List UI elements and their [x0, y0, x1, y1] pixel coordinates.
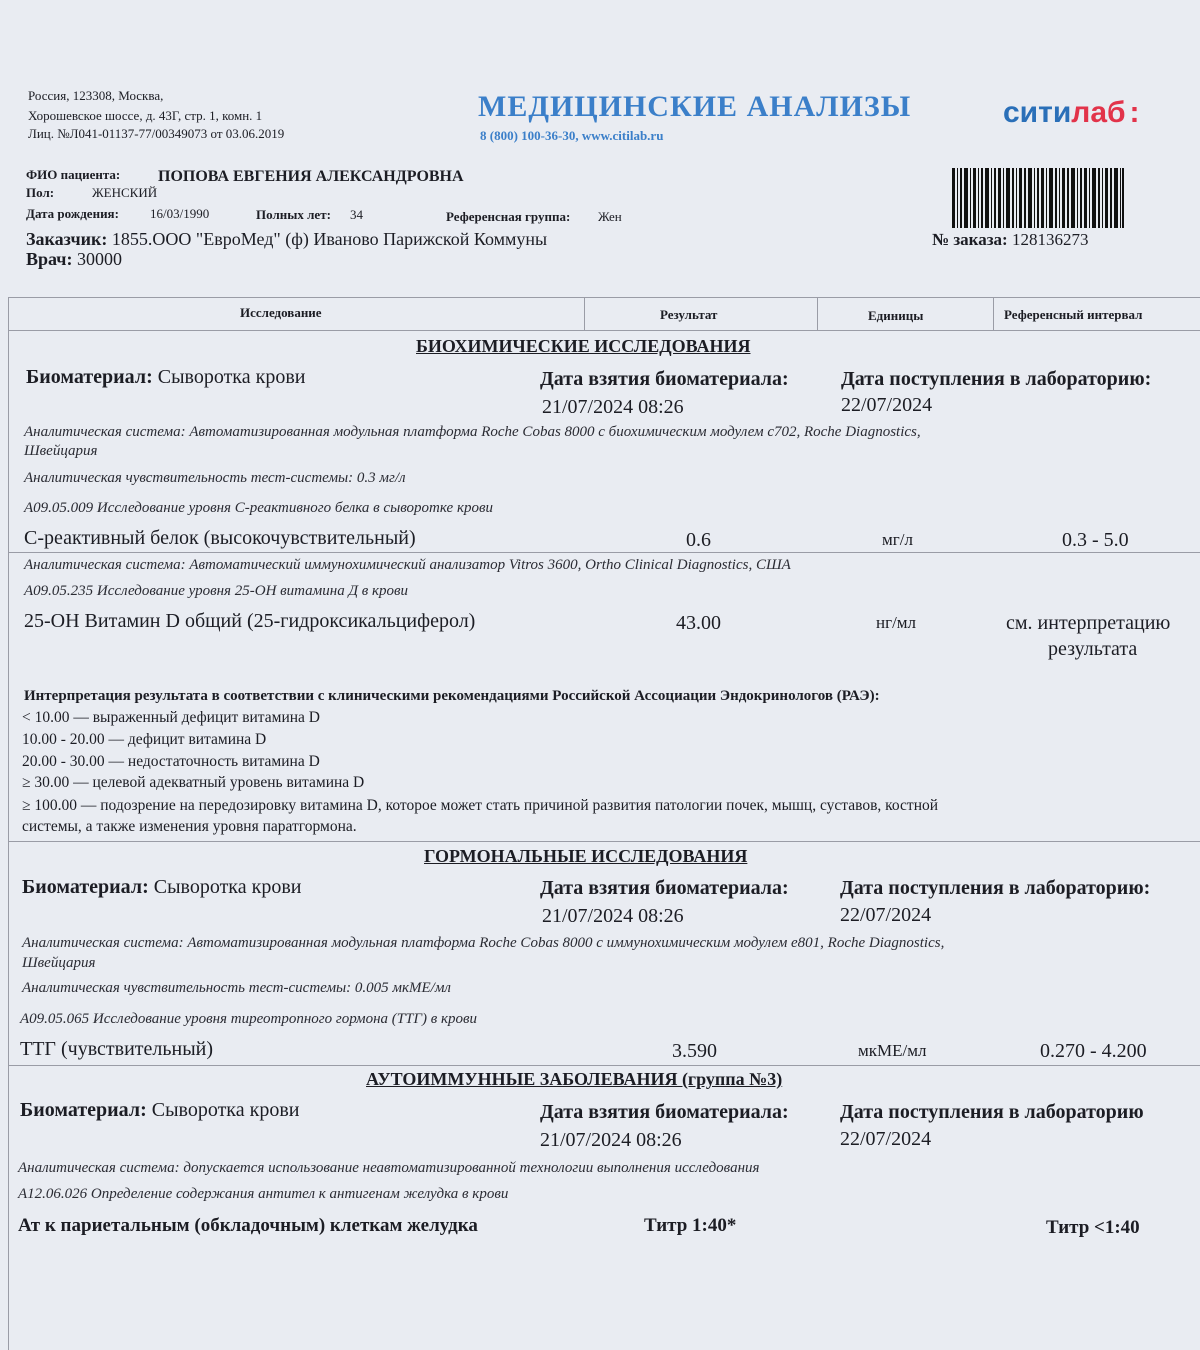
- table-col-divider-3: [993, 297, 994, 330]
- biochem-taken-label: Дата взятия биоматериала:: [540, 368, 789, 390]
- patient-name: ПОПОВА ЕВГЕНИЯ АЛЕКСАНДРОВНА: [158, 168, 464, 185]
- biomaterial-label: Биоматериал:: [20, 1099, 147, 1121]
- doctor-line: [26, 249, 122, 270]
- biochem-system1-line2: Швейцария: [24, 443, 98, 459]
- test-parietal-ref: Титр <1:40: [1046, 1217, 1140, 1238]
- biomaterial-label: Биоматериал:: [22, 876, 149, 898]
- test-tsh-ref: 0.270 - 4.200: [1040, 1040, 1147, 1062]
- autoimmune-received-label: Дата поступления в лабораторию: [840, 1101, 1144, 1123]
- test-vitd-units: нг/мл: [876, 613, 917, 632]
- logo-dot: :: [1129, 96, 1140, 129]
- test-vitd-ref-line2: результата: [1048, 638, 1138, 660]
- vitd-interp-1: < 10.00 — выраженный дефицит витамина D: [22, 709, 320, 726]
- biochem-system1-line1: Аналитическая система: Автоматизированная модульная платформа Roche Cobas 8000 с биохимическим модулем c702, Roche Diagnostics,: [24, 424, 921, 440]
- citilab-logo: [1003, 96, 1140, 130]
- lab-contact: 8 (800) 100-36-30, www.citilab.ru: [480, 128, 664, 143]
- hormone-taken-date: 21/07/2024 08:26: [542, 905, 684, 927]
- vitd-interp-3: 20.00 - 30.00 — недостаточность витамина D: [22, 753, 320, 770]
- customer-label: Заказчик:: [26, 229, 108, 249]
- biochem-received-date: 22/07/2024: [841, 394, 933, 416]
- hormone-system-line1: Аналитическая система: Автоматизированная модульная платформа Roche Cobas 8000 с иммунохимическим модулем e801, Roche Diagnostics,: [22, 935, 945, 951]
- hormone-system-line2: Швейцария: [22, 955, 96, 971]
- test-tsh-units: мкМЕ/мл: [858, 1041, 927, 1060]
- biomaterial-value: Сыворотка крови: [151, 1099, 300, 1121]
- order-line: [932, 230, 1088, 250]
- autoimmune-taken-date: 21/07/2024 08:26: [540, 1129, 682, 1151]
- autoimmune-biomaterial: [20, 1099, 299, 1122]
- barcode: [952, 168, 1124, 228]
- test-vitd-ref-line1: см. интерпретацию: [1006, 612, 1171, 634]
- hormone-received-date: 22/07/2024: [840, 904, 932, 926]
- doctor-label: Врач:: [26, 249, 73, 269]
- hormone-sensitivity: Аналитическая чувствительность тест-системы: 0.005 мкМЕ/мл: [22, 980, 451, 996]
- autoimmune-received-date: 22/07/2024: [840, 1128, 932, 1150]
- patient-refgroup-label: Референсная группа:: [446, 209, 571, 224]
- test-crp-result: 0.6: [686, 529, 711, 551]
- vitd-interp-6: системы, а также изменения уровня паратгормона.: [22, 818, 357, 835]
- vitd-interp-5: ≥ 100.00 — подозрение на передозировку витамина D, которое может стать причиной развития патологии почек, мышц, суставов, костной: [22, 797, 939, 814]
- logo-part1: сити: [1003, 96, 1072, 129]
- test-tsh-result: 3.590: [672, 1040, 717, 1062]
- biochem-sensitivity1: Аналитическая чувствительность тест-системы: 0.3 мг/л: [24, 470, 406, 486]
- logo-part2: лаб: [1071, 96, 1126, 129]
- divider-hormone-end: [8, 1065, 1200, 1066]
- patient-sex-label: Пол:: [26, 185, 55, 200]
- biochem-biomaterial: [26, 366, 305, 389]
- patient-dob-label: Дата рождения:: [26, 206, 119, 221]
- biochem-received-label: Дата поступления в лабораторию:: [841, 368, 1152, 390]
- biomaterial-value: Сыворотка крови: [157, 366, 306, 388]
- patient-dob: 16/03/1990: [150, 206, 210, 221]
- hormone-biomaterial: [22, 876, 301, 899]
- table-left-border: [8, 297, 9, 1350]
- order-label: № заказа:: [932, 230, 1008, 249]
- header-result: Результат: [660, 307, 718, 322]
- lab-license: Лиц. №Л041-01137-77/00349073 от 03.06.2019: [28, 126, 285, 141]
- divider-crp: [8, 552, 1200, 553]
- vitd-interpretation-title: Интерпретация результата в соответствии с клиническими рекомендациями Российской Ассоциации Эндокринологов (РАЭ):: [24, 688, 880, 704]
- lab-address-line1: Россия, 123308, Москва,: [28, 88, 164, 103]
- test-crp-name: С-реактивный белок (высокочувствительный): [24, 527, 416, 549]
- lab-address-line2: Хорошевское шоссе, д. 43Г, стр. 1, комн. 1: [28, 108, 263, 123]
- customer-line: [26, 229, 547, 250]
- autoimmune-code: A12.06.026 Определение содержания антител к антигенам желудка в крови: [18, 1186, 509, 1202]
- biochem-system2: Аналитическая система: Автоматический иммунохимический анализатор Vitros 3600, Ortho Clinical Diagnostics, США: [24, 557, 791, 573]
- patient-sex: ЖЕНСКИЙ: [92, 185, 158, 200]
- table-col-divider-2: [817, 297, 818, 330]
- hormone-received-label: Дата поступления в лабораторию:: [840, 877, 1151, 899]
- biochem-taken-date: 21/07/2024 08:26: [542, 396, 684, 418]
- lab-title: МЕДИЦИНСКИЕ АНАЛИЗЫ: [478, 90, 912, 123]
- test-parietal-result: Титр 1:40*: [644, 1215, 737, 1236]
- vitd-interp-2: 10.00 - 20.00 — дефицит витамина D: [22, 731, 267, 748]
- vitd-interp-4: ≥ 30.00 — целевой адекватный уровень витамина D: [22, 774, 365, 791]
- table-top-border: [8, 297, 1200, 298]
- table-col-divider-1: [584, 297, 585, 330]
- biomaterial-value: Сыворотка крови: [153, 876, 302, 898]
- section-title-hormone: ГОРМОНАЛЬНЫЕ ИССЛЕДОВАНИЯ: [424, 846, 748, 866]
- section-title-autoimmune: АУТОИММУННЫЕ ЗАБОЛЕВАНИЯ (группа №3): [366, 1069, 783, 1089]
- test-crp-units: мг/л: [882, 530, 913, 549]
- test-parietal-name: Ат к париетальным (обкладочным) клеткам желудка: [18, 1215, 478, 1236]
- hormone-taken-label: Дата взятия биоматериала:: [540, 877, 789, 899]
- autoimmune-system: Аналитическая система: допускается использование неавтоматизированной технологии выполнения исследования: [18, 1160, 760, 1176]
- hormone-code: A09.05.065 Исследование уровня тиреотропного гормона (ТТГ) в крови: [20, 1011, 478, 1027]
- header-units: Единицы: [868, 308, 924, 323]
- section-title-biochem: БИОХИМИЧЕСКИЕ ИССЛЕДОВАНИЯ: [416, 336, 751, 356]
- order-number: 128136273: [1011, 230, 1089, 249]
- patient-age-label: Полных лет:: [256, 207, 331, 222]
- test-crp-ref: 0.3 - 5.0: [1062, 529, 1129, 551]
- test-vitd-result: 43.00: [676, 612, 721, 634]
- patient-name-label: ФИО пациента:: [26, 167, 121, 182]
- biomaterial-label: Биоматериал:: [26, 366, 153, 388]
- patient-refgroup: Жен: [598, 209, 622, 224]
- test-vitd-name: 25-ОН Витамин D общий (25-гидроксикальциферол): [24, 610, 476, 632]
- divider-biochem-end: [8, 841, 1200, 842]
- biochem-code2: A09.05.235 Исследование уровня 25-ОН витамина Д в крови: [24, 583, 409, 599]
- header-study: Исследование: [240, 305, 322, 320]
- doctor-value: 30000: [76, 249, 122, 269]
- patient-age: 34: [350, 207, 363, 222]
- header-ref: Референсный интервал: [1004, 307, 1143, 322]
- biochem-code1: A09.05.009 Исследование уровня С-реактивного белка в сыворотке крови: [24, 500, 493, 516]
- test-tsh-name: ТТГ (чувствительный): [20, 1038, 214, 1060]
- autoimmune-taken-label: Дата взятия биоматериала:: [540, 1101, 789, 1123]
- customer-value: 1855.ООО "ЕвроМед" (ф) Иваново Парижской Коммуны: [111, 229, 548, 249]
- table-header-border: [8, 330, 1200, 331]
